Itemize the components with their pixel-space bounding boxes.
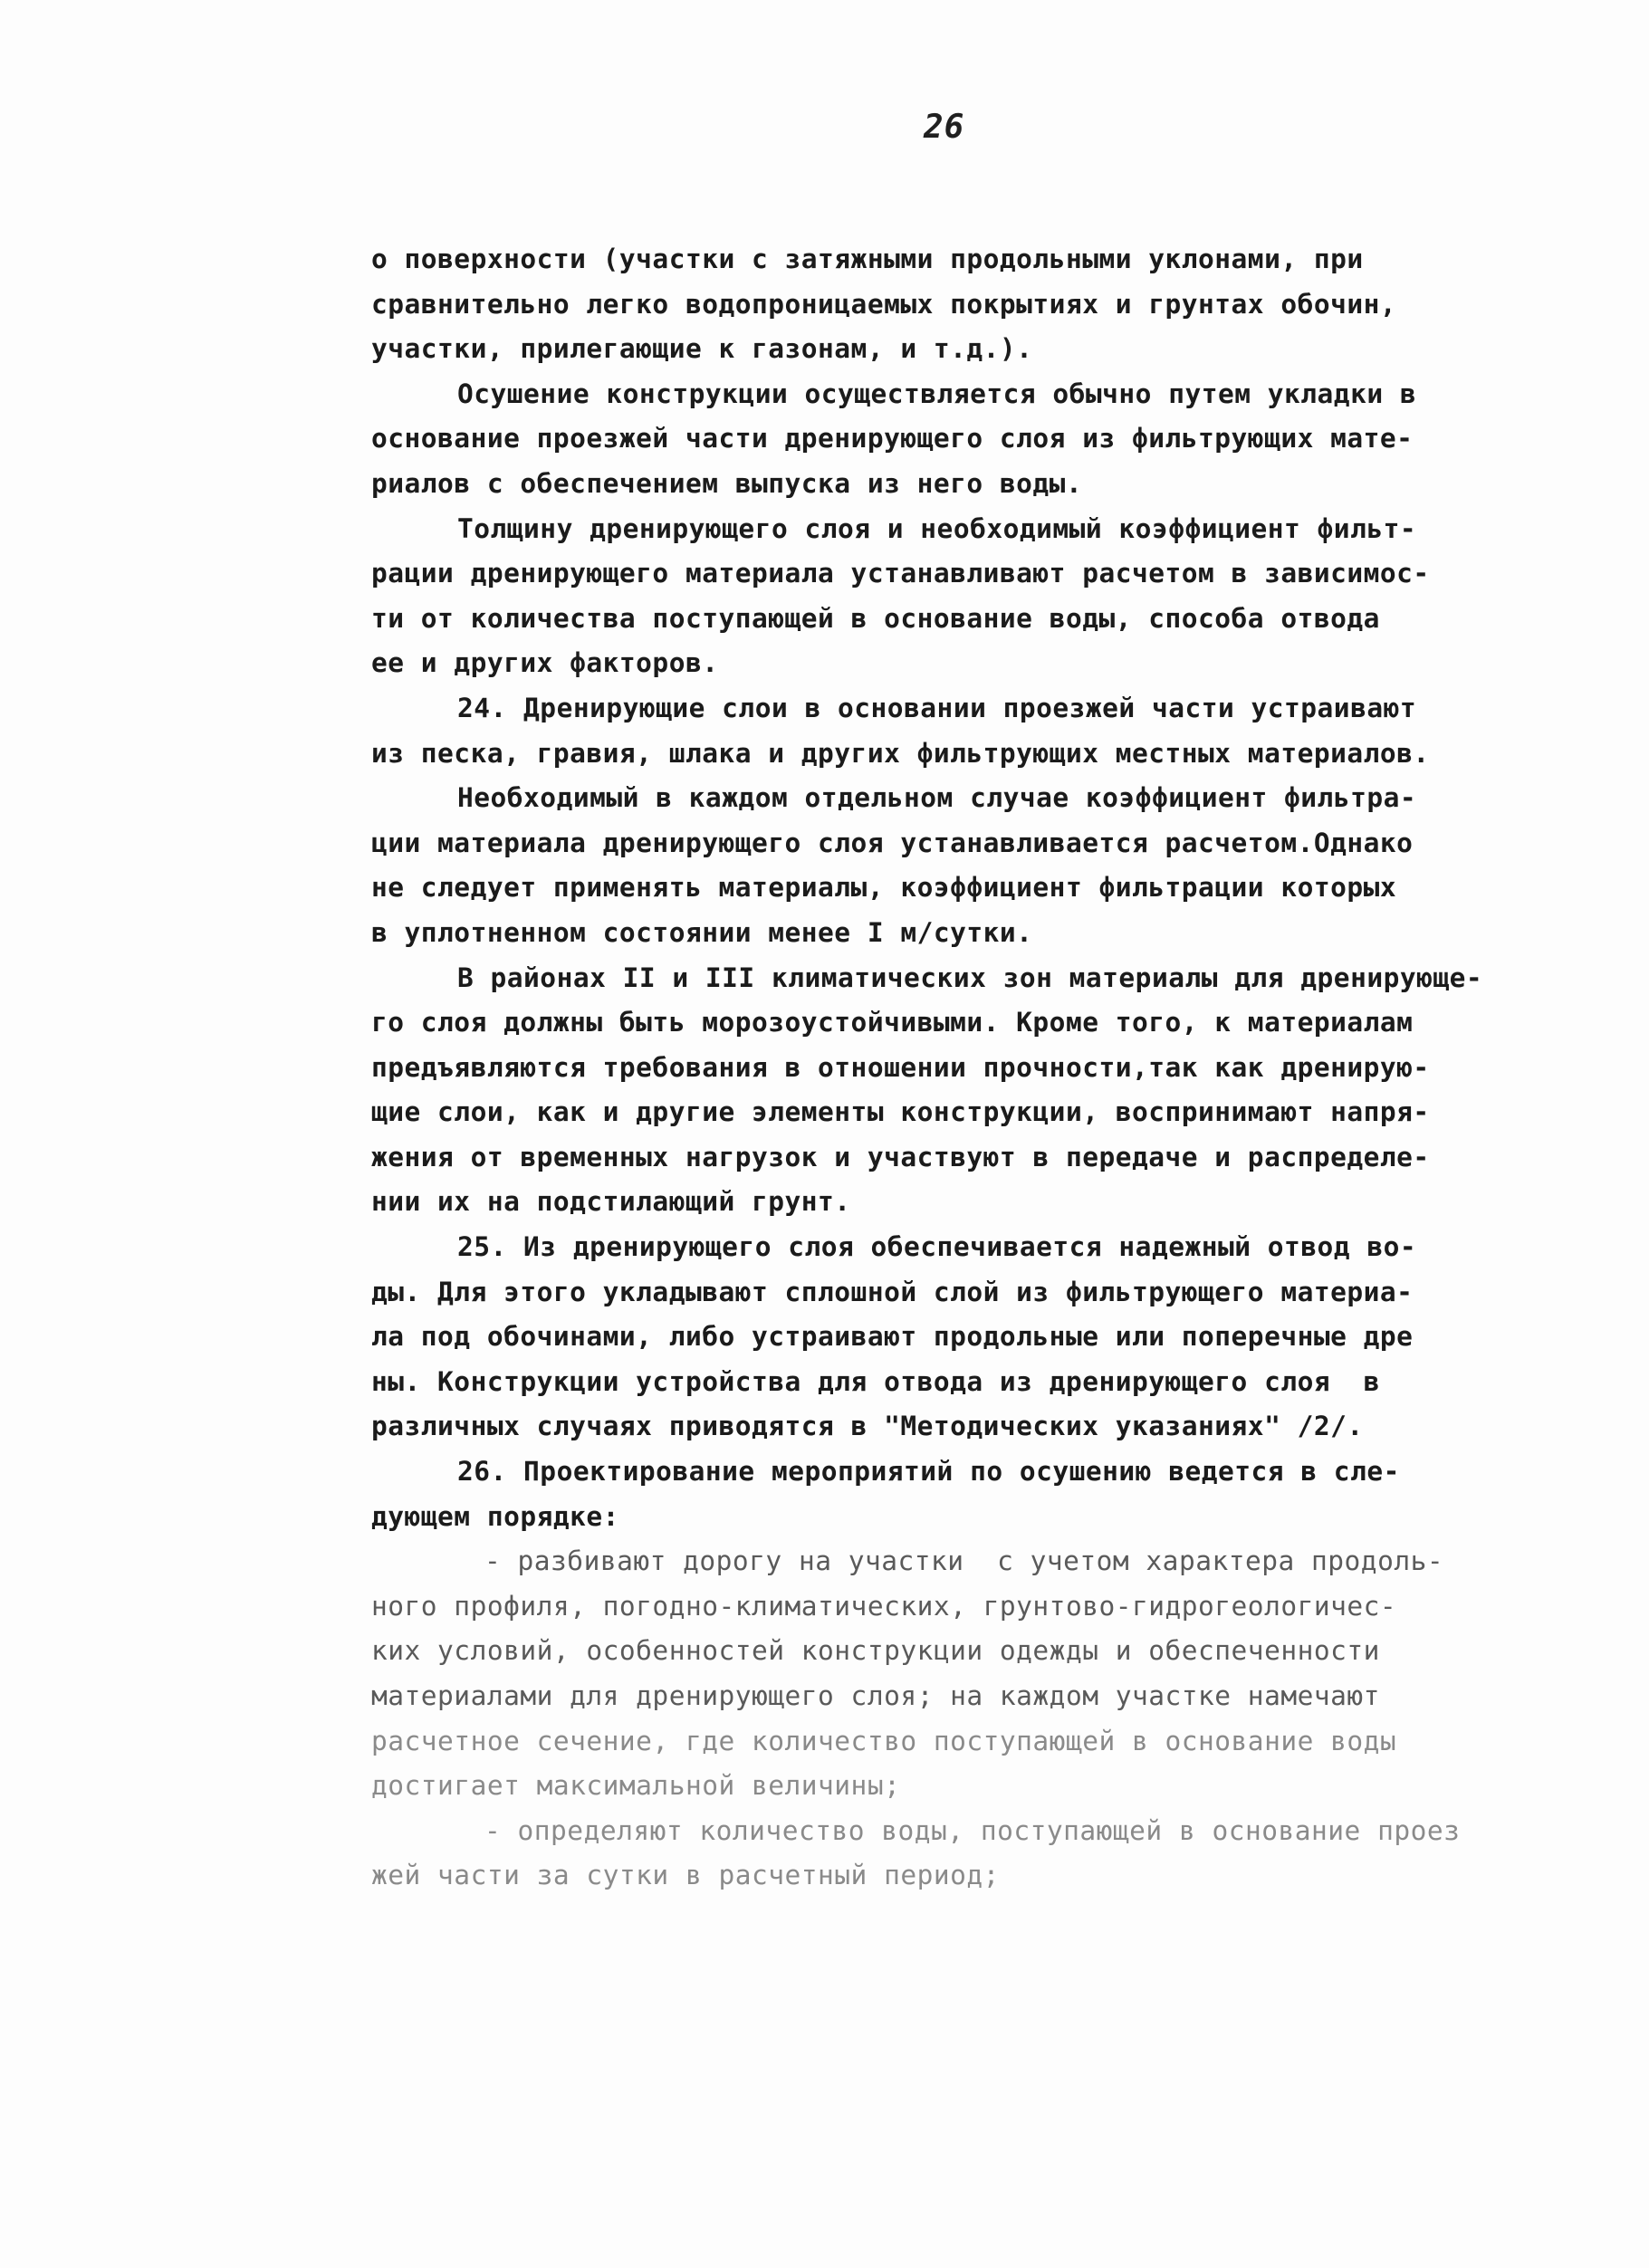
text-line: нии их на подстилающий грунт. bbox=[371, 1186, 851, 1218]
text-line: ких условий, особенностей конструкции одежды и обеспеченности bbox=[371, 1635, 1380, 1667]
text-line: риалов с обеспечением выпуска из него воды. bbox=[371, 467, 1083, 499]
text-line: Осушение конструкции осуществляется обычно путем укладки в bbox=[457, 378, 1417, 409]
text-line: щие слои, как и другие элементы конструкции, воспринимают напря- bbox=[371, 1096, 1430, 1128]
text-line: ее и других факторов. bbox=[371, 647, 719, 679]
text-line: участки, прилегающие к газонам, и т.д.). bbox=[371, 333, 1033, 365]
text-line: из песка, гравия, шлака и других фильтрующих местных материалов. bbox=[371, 737, 1430, 769]
text-line: ла под обочинами, либо устраивают продольные или поперечные дре bbox=[371, 1321, 1414, 1353]
text-line: предъявляются требования в отношении прочности,так как дренирую- bbox=[371, 1051, 1430, 1083]
text-line: основание проезжей части дренирующего слоя из фильтрующих мате- bbox=[371, 423, 1414, 455]
text-line: сравнительно легко водопроницаемых покрытиях и грунтах обочин, bbox=[371, 288, 1397, 320]
page-number: 26 bbox=[924, 109, 965, 146]
text-line: не следует применять материалы, коэффициент фильтрации которых bbox=[371, 872, 1397, 904]
text-line: жей части за сутки в расчетный период; bbox=[371, 1860, 1000, 1891]
text-line: дующем порядке: bbox=[371, 1500, 619, 1532]
text-line: различных случаях приводятся в "Методических указаниях" /2/. bbox=[371, 1411, 1364, 1442]
text-line: ды. Для этого укладывают сплошной слой из фильтрующего материа- bbox=[371, 1276, 1414, 1307]
text-line: Толщину дренирующего слоя и необходимый коэффициент фильт- bbox=[457, 512, 1417, 544]
text-line: - разбивают дорогу на участки с учетом характера продоль- bbox=[484, 1545, 1444, 1577]
text-line: Необходимый в каждом отдельном случае коэффициент фильтра- bbox=[457, 782, 1417, 814]
text-line: ны. Конструкции устройства для отвода из дренирующего слоя в bbox=[371, 1365, 1380, 1397]
text-line: ти от количества поступающей в основание воды, способа отвода bbox=[371, 602, 1380, 634]
text-line: В районах II и III климатических зон материалы для дренирующе- bbox=[457, 962, 1483, 993]
text-line: материалами для дренирующего слоя; на каждом участке намечают bbox=[371, 1680, 1380, 1711]
text-line: рации дренирующего материала устанавливают расчетом в зависимос- bbox=[371, 558, 1430, 589]
text-line: ного профиля, погодно-климатических, грунтово-гидрогеологичес- bbox=[371, 1590, 1397, 1622]
body-text bbox=[371, 237, 1503, 1899]
text-line: 26. Проектирование мероприятий по осушению ведется в сле- bbox=[457, 1456, 1400, 1488]
text-line: достигает максимальной величины; bbox=[371, 1770, 901, 1802]
text-line: го слоя должны быть морозоустойчивыми. Кроме того, к материалам bbox=[371, 1007, 1414, 1038]
text-line: - определяют количество воды, поступающей в основание проез bbox=[484, 1814, 1461, 1846]
text-line: ции материала дренирующего слоя устанавливается расчетом.Однако bbox=[371, 827, 1414, 858]
text-line: 25. Из дренирующего слоя обеспечивается надежный отвод во- bbox=[457, 1231, 1417, 1263]
text-line: 24. Дренирующие слои в основании проезжей части устраивают bbox=[457, 692, 1417, 723]
text-line: в уплотненном состоянии менее I м/сутки. bbox=[371, 916, 1033, 948]
text-line: о поверхности (участки с затяжными продольными уклонами, при bbox=[371, 244, 1364, 274]
text-line: жения от временных нагрузок и участвуют в передаче и распределе- bbox=[371, 1141, 1430, 1172]
text-line: расчетное сечение, где количество поступающей в основание воды bbox=[371, 1725, 1397, 1756]
